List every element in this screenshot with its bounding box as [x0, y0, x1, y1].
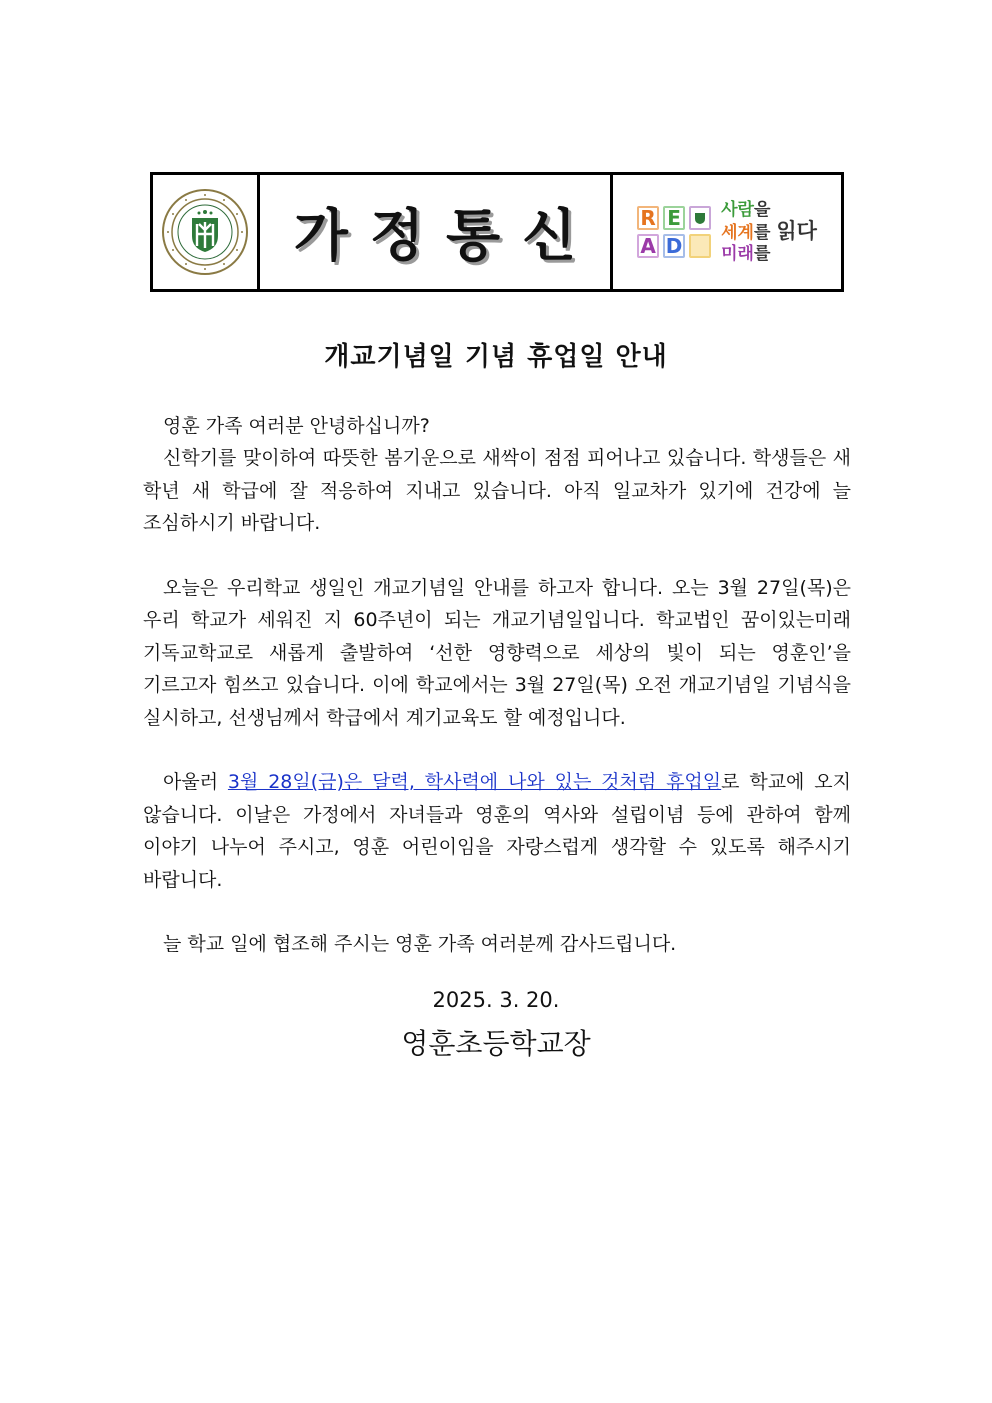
slogan-particle-2: 를 [753, 222, 771, 243]
paragraph-anniversary: 오늘은 우리학교 생일인 개교기념일 안내를 하고자 합니다. 오는 3월 27일(목)은 우리 학교가 세워진 지 60주년이 되는 개교기념일입니다. 학교법인 꿈이있는미래 기독교학교로 새롭게 출발하여 ‘선한 영향력으로 세상의 빛이 되는 영훈인’을 기르고자 힘쓰고 있습니다. 이에 학교에서는 3월 27일(목) 오전 개교기념일 기념식을 실시하고, 선생님께서 학급에서 계기교육도 할 예정입니다. [143, 577, 851, 729]
school-seal-icon [161, 188, 249, 276]
newsletter-header [150, 172, 844, 292]
paragraph-spacer [143, 734, 851, 766]
read-letter-r: R [637, 206, 659, 230]
read-letter-grid [637, 206, 711, 258]
read-blank-tile [689, 234, 711, 258]
read-slogan [721, 200, 817, 265]
paragraph-spacer [143, 896, 851, 928]
read-letter-d: D [663, 234, 685, 258]
principal-signature: 영훈초등학교장 [401, 1027, 591, 1060]
newsletter-title: 가정통신 [293, 204, 599, 269]
read-letter-e: E [663, 206, 685, 230]
slogan-world: 세계 [721, 222, 754, 243]
slogan-read: 읽다 [776, 218, 817, 243]
read-letter-a: A [637, 234, 659, 258]
slogan-people: 사람 [721, 199, 754, 220]
paragraph-spring-greeting: 신학기를 맞이하여 따뜻한 봄기운으로 새싹이 점점 피어나고 있습니다. 학생들은 새 학년 새 학급에 잘 적응하여 지내고 있습니다. 아직 일교차가 있기에 건강에 늘 조심하시기 바랍니다. [143, 447, 851, 535]
slogan-particle-1: 을 [753, 199, 771, 220]
title-cell [260, 175, 613, 289]
paragraph-spacer [143, 540, 851, 572]
read-logo-cell [613, 175, 841, 289]
paragraph-holiday [143, 766, 851, 896]
holiday-highlight: 3월 28일(금)은 달력, 학사력에 나와 있는 것처럼 휴업일 [227, 771, 722, 794]
document-title: 개교기념일 기념 휴업일 안내 [324, 342, 668, 372]
issue-date: 2025. 3. 20. [432, 988, 560, 1012]
document-body [143, 410, 851, 961]
closing-paragraph: 늘 학교 일에 협조해 주시는 영훈 가족 여러분께 감사드립니다. [163, 933, 677, 956]
greeting-paragraph: 영훈 가족 여러분 안녕하십니까? [163, 415, 430, 437]
holiday-prefix: 아울러 [163, 771, 228, 794]
holiday-suffix: 로 학교에 오지 않습니다. 이날은 가정에서 자녀들과 영훈의 역사와 설립이념 등에 관하여 함께 이야기 나누어 주시고, 영훈 어린이임을 자랑스럽게 생각할 수 있도록 해주시기 바랍니다. [143, 771, 851, 891]
read-logo [637, 200, 817, 265]
slogan-particle-3: 를 [753, 243, 771, 264]
slogan-future: 미래 [721, 243, 754, 264]
school-logo-cell [153, 175, 260, 289]
read-seal-icon [689, 206, 711, 230]
